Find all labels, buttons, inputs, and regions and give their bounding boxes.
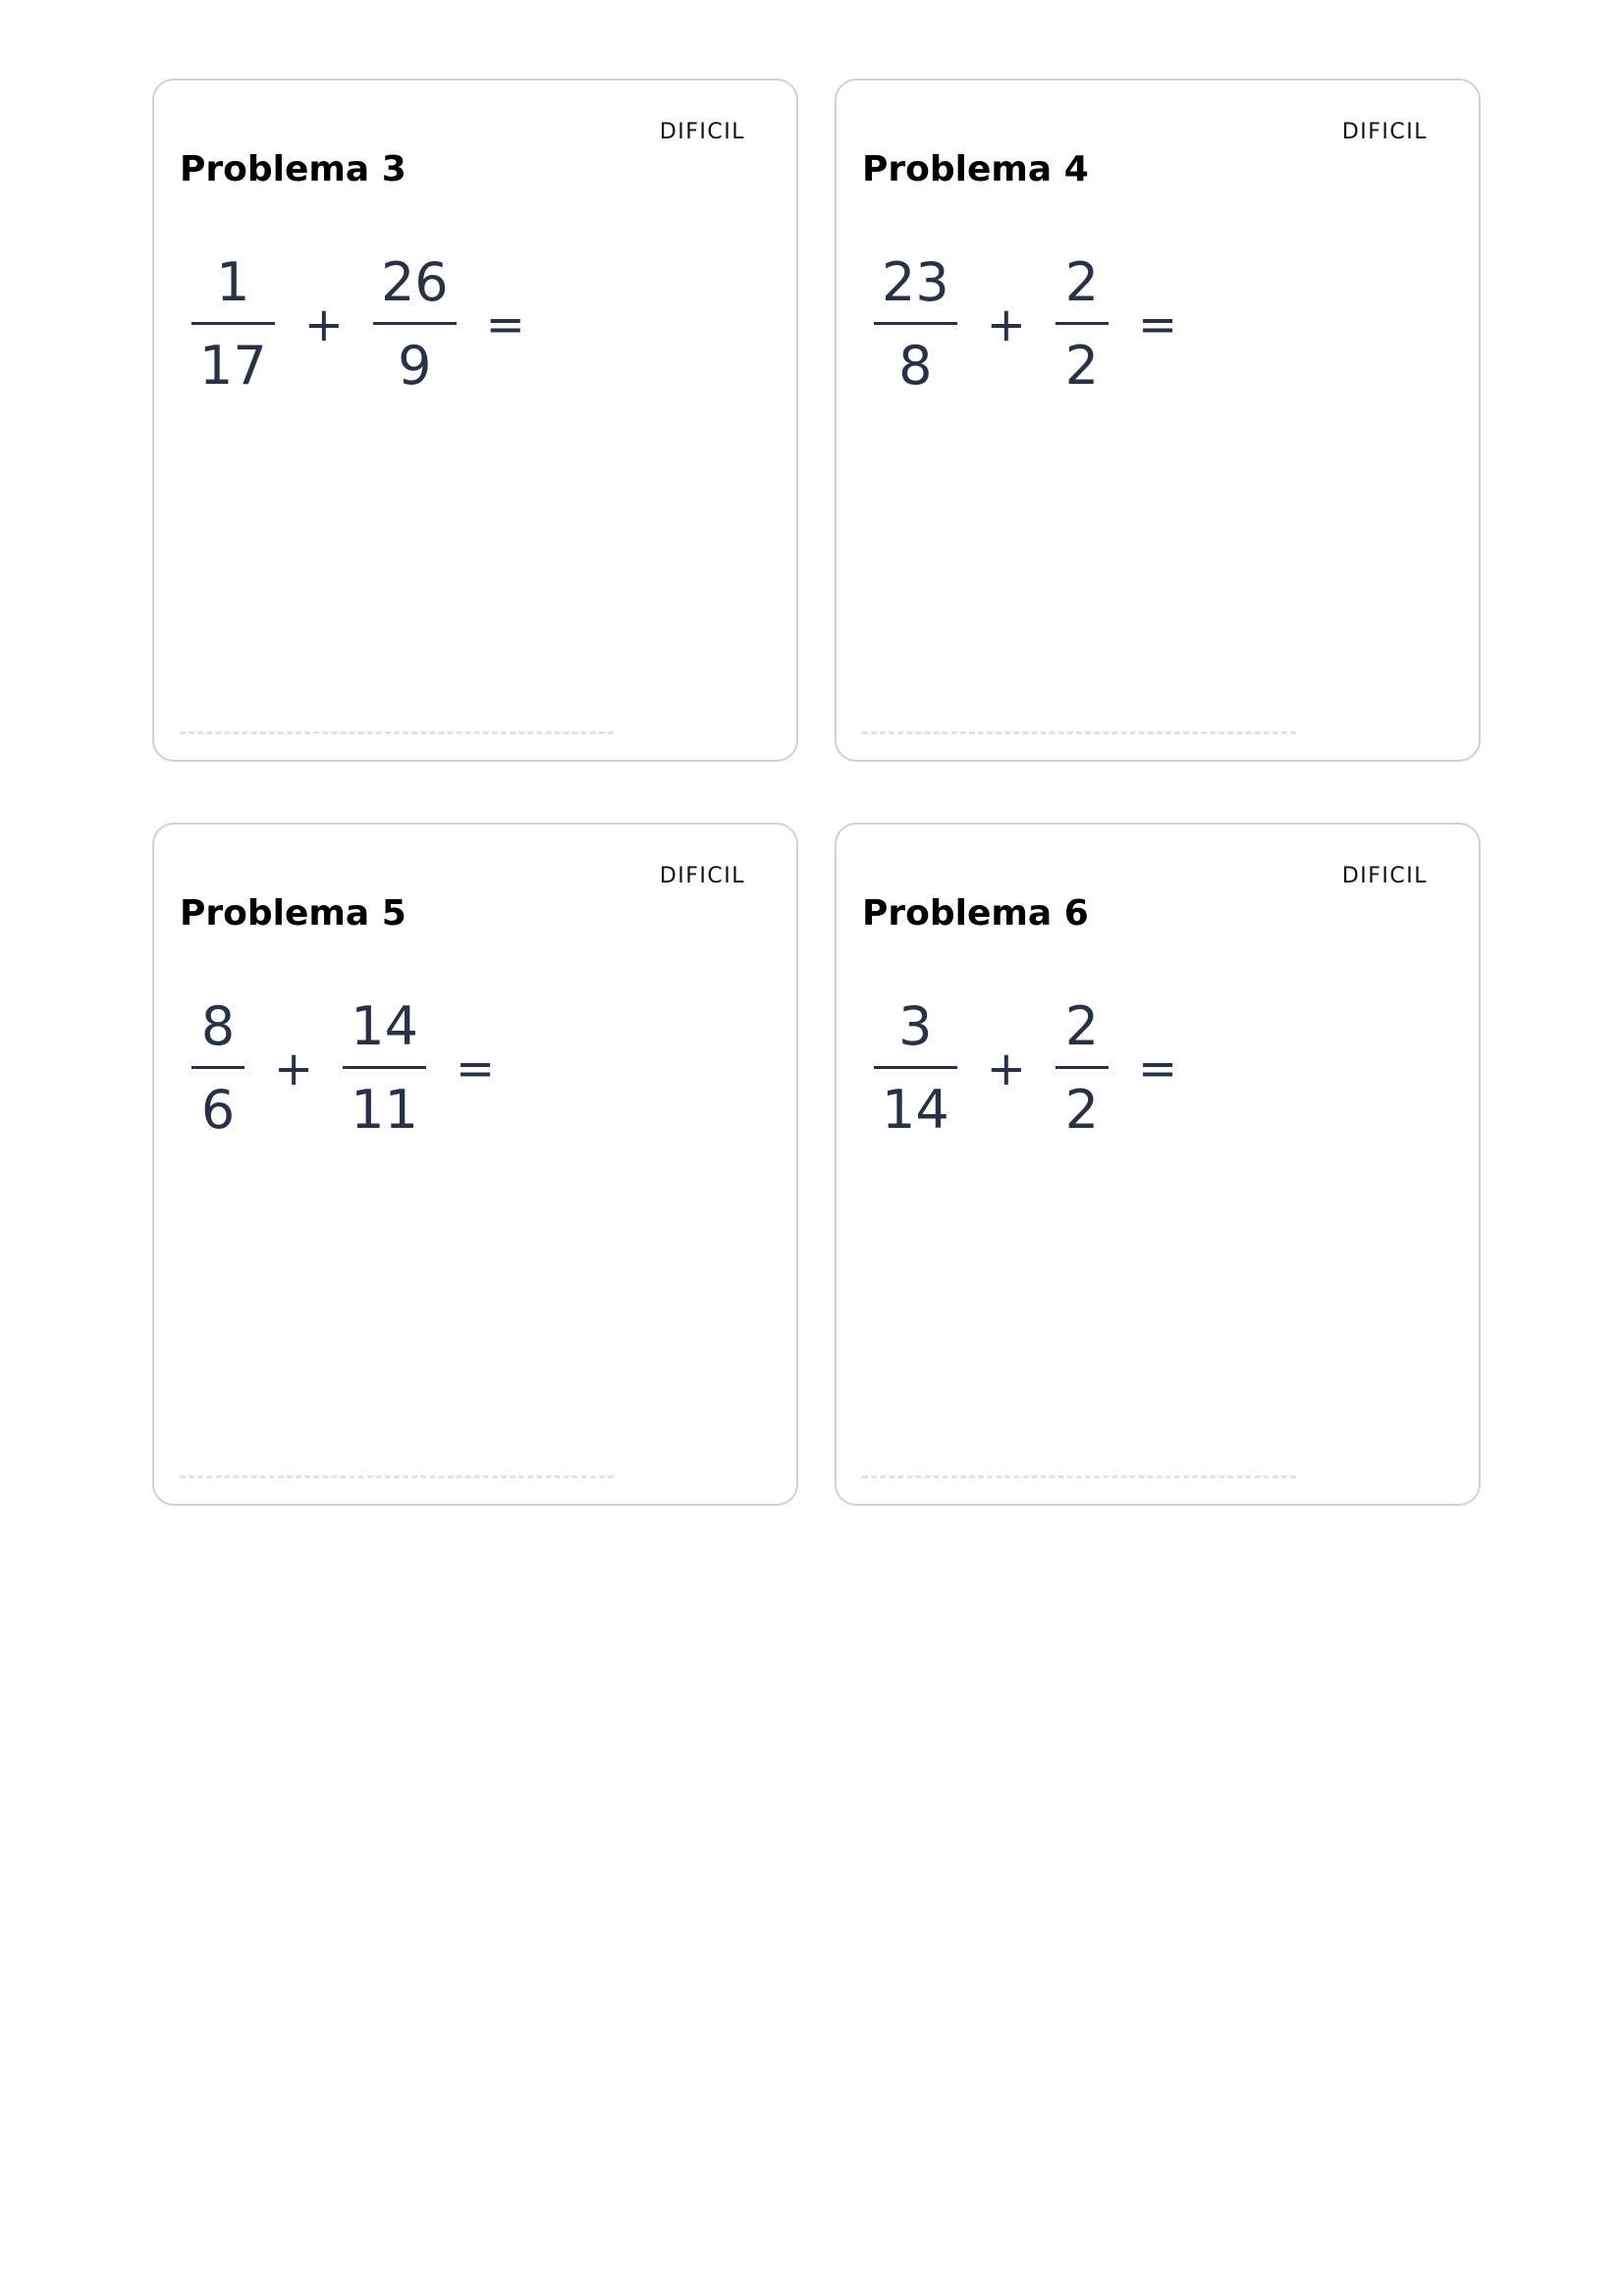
equals-sign: = — [1137, 296, 1178, 352]
numerator: 23 — [882, 251, 949, 313]
plus-operator: + — [303, 296, 344, 352]
fraction-expression — [870, 997, 1177, 1140]
problem-card — [835, 823, 1481, 1506]
numerator: 3 — [898, 995, 933, 1057]
fraction-expression — [188, 253, 525, 396]
difficulty-badge: DIFICIL — [659, 864, 745, 888]
fraction-1 — [870, 997, 961, 1140]
denominator: 11 — [351, 1079, 418, 1141]
numerator: 8 — [200, 995, 236, 1057]
numerator: 2 — [1064, 251, 1100, 313]
denominator: 2 — [1064, 1079, 1100, 1141]
numerator: 26 — [380, 251, 449, 313]
equals-sign: = — [1137, 1041, 1178, 1096]
fraction-2 — [1052, 253, 1112, 396]
denominator: 14 — [882, 1079, 949, 1141]
problem-card — [152, 823, 798, 1506]
denominator: 2 — [1064, 335, 1100, 397]
fraction-expression — [188, 997, 495, 1140]
equals-sign: = — [485, 296, 525, 352]
numerator: 14 — [351, 995, 418, 1057]
difficulty-badge: DIFICIL — [659, 120, 745, 144]
difficulty-badge: DIFICIL — [1341, 120, 1428, 144]
answer-line[interactable] — [180, 1475, 614, 1478]
fraction-expression — [870, 253, 1177, 396]
fraction-1 — [188, 997, 248, 1140]
problem-title: Problema 4 — [862, 149, 1089, 189]
problem-title: Problema 6 — [862, 893, 1089, 934]
denominator: 17 — [199, 335, 267, 397]
denominator: 9 — [398, 335, 432, 397]
difficulty-badge: DIFICIL — [1341, 864, 1428, 888]
equals-sign: = — [455, 1041, 496, 1096]
fraction-2 — [339, 997, 430, 1140]
answer-line[interactable] — [862, 1475, 1296, 1478]
fraction-2 — [1052, 997, 1112, 1140]
plus-operator: + — [274, 1041, 314, 1096]
problem-title: Problema 3 — [180, 149, 406, 189]
denominator: 6 — [200, 1079, 236, 1141]
problem-title: Problema 5 — [180, 893, 406, 934]
fraction-1 — [870, 253, 961, 396]
numerator: 1 — [216, 251, 250, 313]
answer-line[interactable] — [180, 731, 614, 734]
numerator: 2 — [1064, 995, 1100, 1057]
fraction-2 — [369, 253, 460, 396]
problem-card — [152, 79, 798, 762]
problem-card — [835, 79, 1481, 762]
denominator: 8 — [898, 335, 933, 397]
plus-operator: + — [986, 296, 1026, 352]
fraction-1 — [188, 253, 279, 396]
plus-operator: + — [986, 1041, 1026, 1096]
answer-line[interactable] — [862, 731, 1296, 734]
